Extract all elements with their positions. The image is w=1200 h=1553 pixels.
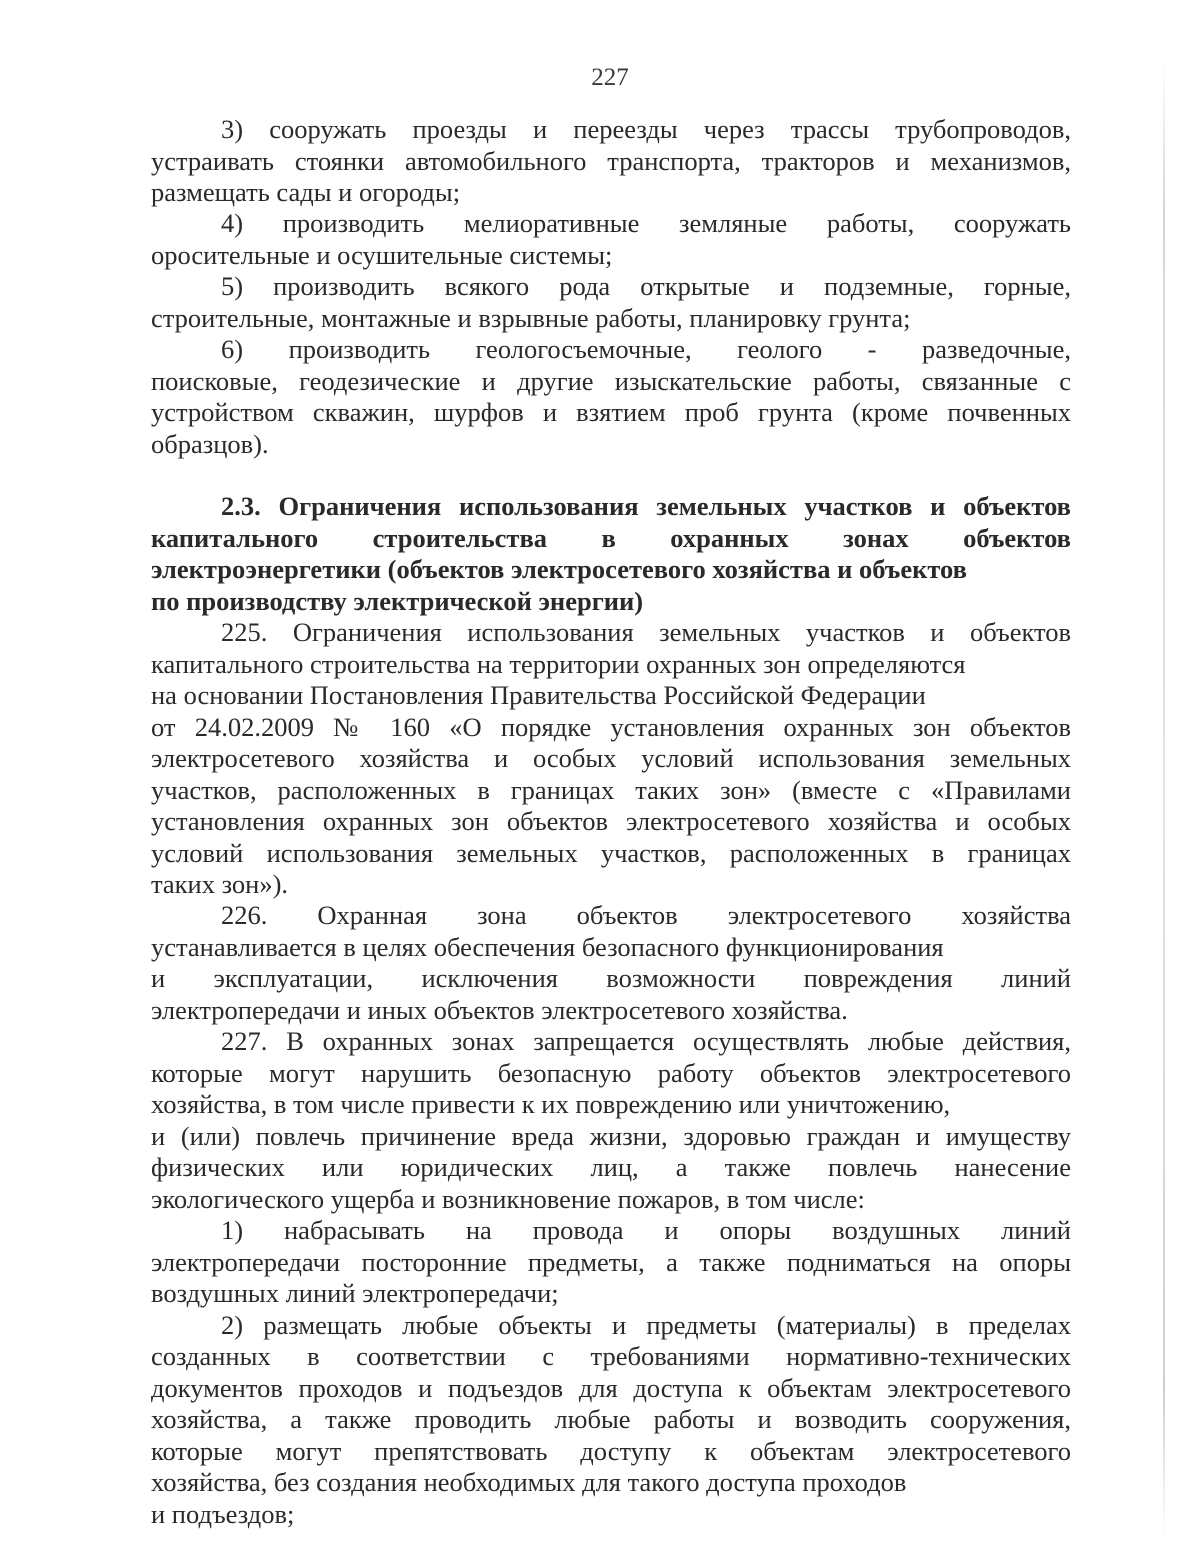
paragraph-225-line-1: 225. Ограничения использования земельных участков и объектов: [221, 617, 1071, 647]
prohibition-1-line-1: 1) набрасывать на провода и опоры воздушных линий: [221, 1215, 1071, 1245]
paragraph-226-line-3: и эксплуатации, исключения возможности повреждения линий: [151, 963, 1071, 993]
paragraph-227-line-2: которые могут нарушить безопасную работу объектов электросетевого: [151, 1058, 1071, 1088]
paragraph-225-line-4: от 24.02.2009 № 160 «О порядке установления охранных зон объектов: [151, 712, 1071, 742]
section-heading-line-3: электроэнергетики (объектов электросетевого хозяйства и объектов: [151, 554, 967, 584]
prohibition-2-line-5: которые могут препятствовать доступу к объектам электросетевого: [151, 1436, 1071, 1466]
list-item-5-line-1: 5) производить всякого рода открытые и подземные, горные,: [221, 271, 1071, 301]
paragraph-226-line-4: электропередачи и иных объектов электросетевого хозяйства.: [151, 995, 848, 1025]
paragraph-225-line-3: на основании Постановления Правительства Российской Федерации: [151, 680, 926, 710]
list-item-6-line-3: устройством скважин, шурфов и взятием проб грунта (кроме почвенных: [151, 397, 1071, 427]
paragraph-225-line-7: установления охранных зон объектов электросетевого хозяйства и особых: [151, 806, 1071, 836]
list-item-6-line-1: 6) производить геологосъемочные, геолого - разведочные,: [221, 334, 1071, 364]
list-item-6-line-4: образцов).: [151, 429, 269, 459]
list-item-3-line-2: устраивать стоянки автомобильного транспорта, тракторов и механизмов,: [151, 146, 1071, 176]
paragraph-226-line-1: 226. Охранная зона объектов электросетевого хозяйства: [221, 900, 1071, 930]
list-item-3-line-1: 3) сооружать проезды и переезды через трассы трубопроводов,: [221, 114, 1071, 144]
scan-edge-shadow: [1163, 60, 1165, 1540]
list-item-4-line-1: 4) производить мелиоративные земляные работы, сооружать: [221, 208, 1071, 238]
prohibition-2-line-2: созданных в соответствии с требованиями нормативно-технических: [151, 1341, 1071, 1371]
paragraph-227-line-1: 227. В охранных зонах запрещается осуществлять любые действия,: [221, 1026, 1071, 1056]
prohibition-2-line-7: и подъездов;: [151, 1499, 295, 1529]
paragraph-227-line-6: экологического ущерба и возникновение пожаров, в том числе:: [151, 1184, 865, 1214]
paragraph-227-line-3: хозяйства, в том числе привести к их повреждению или уничтожению,: [151, 1089, 951, 1119]
paragraph-225-line-8: условий использования земельных участков, расположенных в границах: [151, 838, 1071, 868]
paragraph-227-line-5: физических или юридических лиц, а также повлечь нанесение: [151, 1152, 1071, 1182]
prohibition-1-line-2: электропередачи посторонние предметы, а также подниматься на опоры: [151, 1247, 1071, 1277]
list-item-4-line-2: оросительные и осушительные системы;: [151, 240, 613, 270]
section-heading-line-2: капитального строительства в охранных зонах объектов: [151, 523, 1071, 553]
paragraph-225-line-9: таких зон»).: [151, 869, 289, 899]
section-heading-line-4: по производству электрической энергии): [151, 586, 644, 616]
paragraph-225-line-2: капитального строительства на территории охранных зон определяются: [151, 649, 966, 679]
prohibition-1-line-3: воздушных линий электропередачи;: [151, 1278, 559, 1308]
page-number: 227: [591, 64, 629, 91]
prohibition-2-line-4: хозяйства, а также проводить любые работы и возводить сооружения,: [151, 1404, 1071, 1434]
list-item-5-line-2: строительные, монтажные и взрывные работы, планировку грунта;: [151, 303, 911, 333]
prohibition-2-line-1: 2) размещать любые объекты и предметы (материалы) в пределах: [221, 1310, 1071, 1340]
paragraph-225-line-5: электросетевого хозяйства и особых условий использования земельных: [151, 743, 1071, 773]
paragraph-225-line-6: участков, расположенных в границах таких зон» (вместе с «Правилами: [151, 775, 1071, 805]
section-heading-line-1: 2.3. Ограничения использования земельных участков и объектов: [221, 491, 1071, 521]
list-item-3-line-3: размещать сады и огороды;: [151, 177, 461, 207]
list-item-6-line-2: поисковые, геодезические и другие изыскательские работы, связанные с: [151, 366, 1071, 396]
prohibition-2-line-6: хозяйства, без создания необходимых для такого доступа проходов: [151, 1467, 907, 1497]
paragraph-227-line-4: и (или) повлечь причинение вреда жизни, здоровью граждан и имуществу: [151, 1121, 1071, 1151]
prohibition-2-line-3: документов проходов и подъездов для доступа к объектам электросетевого: [151, 1373, 1071, 1403]
paragraph-226-line-2: устанавливается в целях обеспечения безопасного функционирования: [151, 932, 944, 962]
